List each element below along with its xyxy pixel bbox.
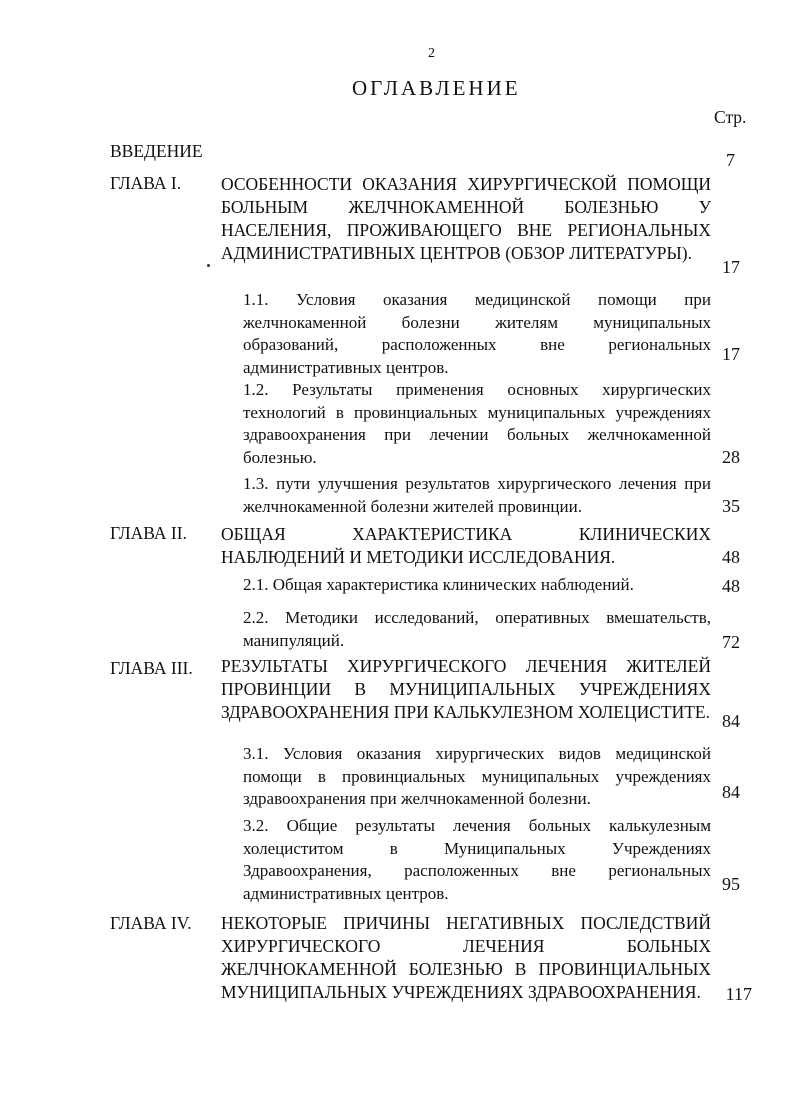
toc-section: 2.2. Методики исследований, оперативных вмешательств, манипуляций. [243, 608, 711, 650]
toc-chapter-title: ОБЩАЯ ХАРАКТЕРИСТИКА КЛИНИЧЕСКИХ НАБЛЮДЕНИЙ И МЕТОДИКИ ИССЛЕДОВАНИЯ. [221, 524, 711, 567]
speck-mark [207, 264, 210, 267]
toc-chapter-title: РЕЗУЛЬТАТЫ ХИРУРГИЧЕСКОГО ЛЕЧЕНИЯ ЖИТЕЛЕЙ ПРОВИНЦИИ В МУНИЦИПАЛЬНЫХ УЧРЕЖДЕНИЯХ ЗДРАВООХРАНЕНИЯ ПРИ КАЛЬКУЛЕЗНОМ ХОЛЕЦИСТИТЕ. [221, 656, 711, 722]
page-number: 2 [428, 46, 435, 61]
toc-chapter-title: НЕКОТОРЫЕ ПРИЧИНЫ НЕГАТИВНЫХ ПОСЛЕДСТВИЙ ХИРУРГИЧЕСКОГО ЛЕЧЕНИЯ БОЛЬНЫХ ЖЕЛЧНОКАМЕННОЙ БОЛЕЗНЬЮ В ПРОВИНЦИАЛЬНЫХ МУНИЦИПАЛЬНЫХ УЧРЕЖДЕНИЯХ ЗДРАВООХРАНЕНИЯ. [221, 913, 711, 1002]
toc-section-page: 84 [722, 782, 740, 802]
toc-section: 2.1. Общая характеристика клинических наблюдений. [243, 575, 634, 594]
toc-intro-page: 7 [726, 150, 735, 170]
toc-chapter-label: ГЛАВА II. [110, 523, 187, 543]
toc-chapter-label: ГЛАВА III. [110, 658, 193, 678]
toc-section-page: 48 [722, 576, 740, 596]
toc-section: 1.1. Условия оказания медицинской помощи при желчнокаменной болезни жителям муниципальных образований, расположенных вне региональных административных центров. [243, 290, 711, 377]
page-column-header: Стр. [714, 107, 747, 127]
toc-section: 3.1. Условия оказания хирургических видов медицинской помощи в провинциальных муниципальных учреждениях здравоохранения при желчнокаменной болезни. [243, 744, 711, 808]
toc-chapter-title: ОСОБЕННОСТИ ОКАЗАНИЯ ХИРУРГИЧЕСКОЙ ПОМОЩИ БОЛЬНЫМ ЖЕЛЧНОКАМЕННОЙ БОЛЕЗНЬЮ У НАСЕЛЕНИЯ, ПРОЖИВАЮЩЕГО ВНЕ РЕГИОНАЛЬНЫХ АДМИНИСТРАТИВНЫХ ЦЕНТРОВ (ОБЗОР ЛИТЕРАТУРЫ). [221, 174, 711, 263]
toc-chapter-page: 48 [722, 547, 740, 567]
toc-chapter-label: ГЛАВА I. [110, 173, 182, 193]
toc-chapter-page: 17 [722, 257, 740, 277]
toc-section: 1.2. Результаты применения основных хирургических технологий в провинциальных муниципальных учреждениях здравоохранения при лечении больных желчнокаменной болезнью. [243, 380, 711, 467]
toc-section-page: 95 [722, 874, 740, 894]
toc-chapter-page: 84 [722, 711, 740, 731]
toc-intro-label: ВВЕДЕНИЕ [110, 141, 203, 161]
toc-section-page: 17 [722, 344, 740, 364]
toc-section-page: 35 [722, 496, 740, 516]
toc-chapter-label: ГЛАВА IV. [110, 913, 192, 933]
toc-section: 3.2. Общие результаты лечения больных калькулезным холециститом в Муниципальных Учреждениях Здравоохранения, расположенных вне региональных административных центров. [243, 816, 711, 903]
toc-section-page: 72 [722, 632, 740, 652]
toc-section-page: 28 [722, 447, 740, 467]
page-title: ОГЛАВЛЕНИЕ [352, 76, 521, 100]
toc-section: 1.3. пути улучшения результатов хирургического лечения при желчнокаменной болезни жителей провинции. [243, 474, 711, 516]
toc-chapter-page: 117 [725, 984, 752, 1004]
